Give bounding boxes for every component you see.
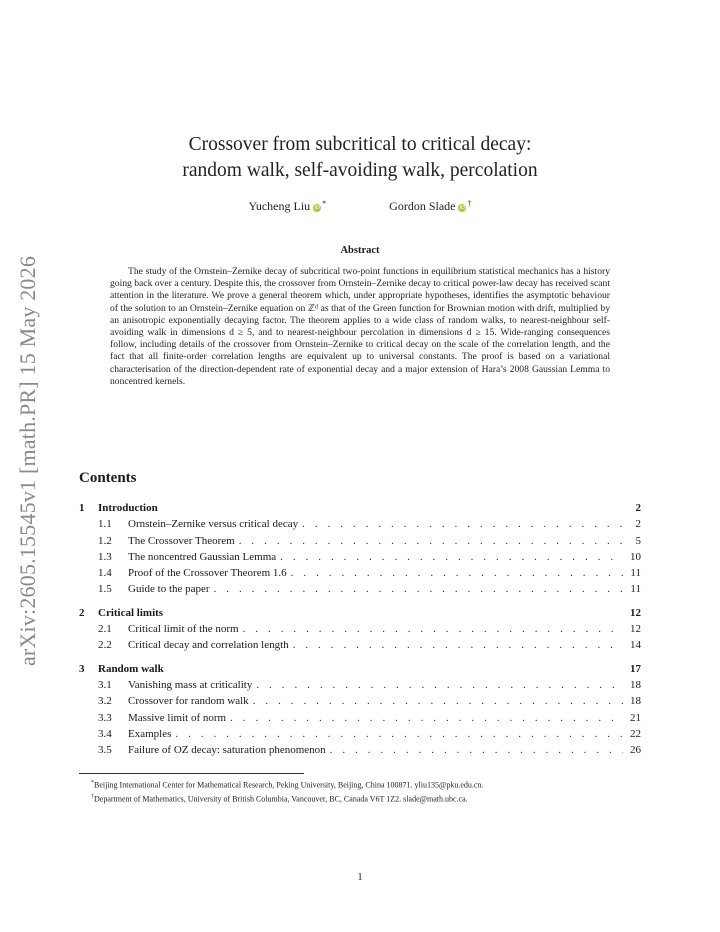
toc-number: 1.2: [98, 534, 112, 547]
toc-section: [79, 663, 641, 761]
toc-entry-subsection[interactable]: [79, 551, 641, 567]
toc-section: [79, 607, 641, 656]
author-1: [249, 199, 327, 214]
toc-entry-subsection[interactable]: [79, 583, 641, 599]
author-name: Yucheng Liu: [248, 199, 311, 213]
toc-number: 3.1: [98, 678, 112, 691]
toc-entry-subsection[interactable]: [79, 679, 641, 695]
footnote-text: Beijing International Center for Mathematical Research, Peking University, Beijing, China 100871. yliu135@pku.edu.cn.: [94, 780, 484, 790]
toc-leader-dots: [239, 535, 623, 547]
toc-section: [79, 502, 641, 600]
toc-page: 17: [630, 662, 641, 675]
toc-entry-subsection[interactable]: [79, 535, 641, 551]
toc-title: Massive limit of norm: [128, 711, 227, 724]
toc-page: 11: [630, 567, 641, 580]
toc-title: Guide to the paper: [128, 583, 210, 596]
toc-page: 12: [630, 623, 641, 636]
toc-entry-section[interactable]: [79, 663, 641, 679]
toc-leader-dots: [330, 744, 623, 756]
arxiv-identifier: [12, 246, 44, 676]
toc-leader-dots: [256, 679, 623, 691]
toc-number: 3.4: [98, 727, 112, 740]
footnote-2: [79, 792, 641, 805]
toc-page: 10: [630, 550, 641, 563]
table-of-contents: [79, 502, 641, 767]
toc-leader-dots: [243, 623, 623, 635]
author-mark: *: [322, 199, 327, 208]
title-line-2: random walk, self-avoiding walk, percolation: [182, 160, 538, 181]
toc-leader-dots: [214, 583, 623, 595]
author-name: Gordon Slade: [389, 199, 456, 213]
toc-page: 11: [630, 583, 641, 596]
toc-number: 3.5: [98, 744, 112, 757]
toc-entry-subsection[interactable]: [79, 639, 641, 655]
toc-title: Examples: [128, 727, 172, 740]
toc-page: 21: [630, 711, 641, 724]
toc-page: 26: [630, 744, 641, 757]
toc-title: The Crossover Theorem: [128, 534, 235, 547]
toc-leader-dots: [280, 551, 623, 563]
toc-number: 1.4: [98, 567, 112, 580]
toc-title: Ornstein–Zernike versus critical decay: [128, 518, 299, 531]
toc-entry-subsection[interactable]: [79, 695, 641, 711]
toc-page: 5: [635, 534, 641, 547]
toc-number: 1: [79, 502, 85, 514]
toc-entry-subsection[interactable]: [79, 623, 641, 639]
footnote-text: Department of Mathematics, University of British Columbia, Vancouver, BC, Canada V6T 1Z2. slade@math.ubc.ca.: [94, 794, 468, 804]
author-list: [0, 199, 720, 214]
toc-leader-dots: [175, 728, 623, 740]
toc-title: Critical decay and correlation length: [128, 639, 289, 652]
toc-number: 2.2: [98, 639, 112, 652]
toc-number: 1.1: [98, 518, 112, 531]
toc-leader-dots: [291, 567, 623, 579]
title-line-1: Crossover from subcritical to critical decay:: [188, 134, 532, 155]
author-2: [389, 199, 471, 214]
toc-title: Vanishing mass at criticality: [128, 678, 253, 691]
footnote-mark: *: [91, 780, 94, 786]
toc-entry-section[interactable]: [79, 607, 641, 623]
toc-title: Introduction: [98, 502, 158, 514]
contents-heading: Contents: [79, 470, 137, 486]
author-mark: †: [467, 199, 472, 208]
toc-leader-dots: [230, 712, 623, 724]
orcid-icon[interactable]: iD: [314, 205, 321, 211]
toc-entry-subsection[interactable]: [79, 728, 641, 744]
toc-page: 2: [635, 518, 641, 531]
toc-number: 3: [79, 662, 85, 675]
toc-title: Critical limits: [98, 606, 164, 619]
paper-title: [0, 132, 720, 184]
orcid-icon[interactable]: iD: [459, 205, 466, 211]
abstract-heading: Abstract: [340, 245, 380, 256]
toc-title: Proof of the Crossover Theorem 1.6: [128, 567, 287, 580]
page-number: 1: [357, 872, 363, 883]
footnote-rule: [79, 773, 304, 774]
toc-page: 2: [635, 502, 641, 514]
toc-leader-dots: [293, 639, 623, 651]
toc-title: The noncentred Gaussian Lemma: [128, 550, 277, 563]
toc-page: 22: [630, 727, 641, 740]
toc-number: 2.1: [98, 623, 112, 636]
toc-entry-subsection[interactable]: [79, 712, 641, 728]
toc-page: 18: [630, 695, 641, 708]
toc-entry-section[interactable]: [79, 502, 641, 518]
toc-number: 1.5: [98, 583, 112, 596]
toc-title: Failure of OZ decay: saturation phenomenon: [128, 744, 326, 757]
footnote-mark: †: [91, 794, 94, 801]
toc-title: Random walk: [98, 662, 164, 675]
toc-number: 3.2: [98, 695, 112, 708]
footnote-1: [79, 778, 641, 791]
toc-leader-dots: [302, 518, 623, 530]
toc-entry-subsection[interactable]: [79, 744, 641, 760]
toc-title: Crossover for random walk: [128, 695, 249, 708]
abstract-body: The study of the Ornstein–Zernike decay of subcritical two-point functions in equilibrium statistical mechanics has a history going back over a century. Despite this, the crossover from Ornstein–Zernike decay to critical power-law decay has received scant attention in the literature. We prove a general theorem which, under appropriate hypotheses, identifies the asymptotic behaviour of the solution to an Ornstein–Zernike equation on ℤᵈ as that of the Green function for Brownian motion with drift, multiplied by an anisotropic exponentially decaying factor. The theorem applies to a wide class of random walks, to nearest-neighbour self-avoiding walk in dimensions d ≥ 5, and to nearest-neighbour percolation in dimensions d ≥ 15. Wide-ranging consequences follow, including details of the crossover from Ornstein–Zernike to critical decay on the scale of the correlation length, and the fact that all finite-order correlation lengths are equivalent up to universal constants. The proof is based on a variational characterisation of the direction-dependent rate of exponential decay and a major extension of Hara’s 2008 Gaussian Lemma to noncentred kernels.: [110, 266, 610, 387]
toc-title: Critical limit of the norm: [128, 623, 239, 636]
arxiv-id-text: arXiv:2605.15545v1 [math.PR] 15 May 2026: [15, 255, 40, 667]
toc-page: 18: [630, 678, 641, 691]
toc-number: 2: [79, 606, 85, 619]
toc-page: 14: [630, 639, 641, 652]
toc-number: 3.3: [98, 711, 112, 724]
footnotes: [79, 778, 641, 806]
toc-entry-subsection[interactable]: [79, 518, 641, 534]
toc-leader-dots: [253, 695, 623, 707]
toc-page: 12: [630, 606, 641, 619]
toc-entry-subsection[interactable]: [79, 567, 641, 583]
toc-number: 1.3: [98, 550, 112, 563]
